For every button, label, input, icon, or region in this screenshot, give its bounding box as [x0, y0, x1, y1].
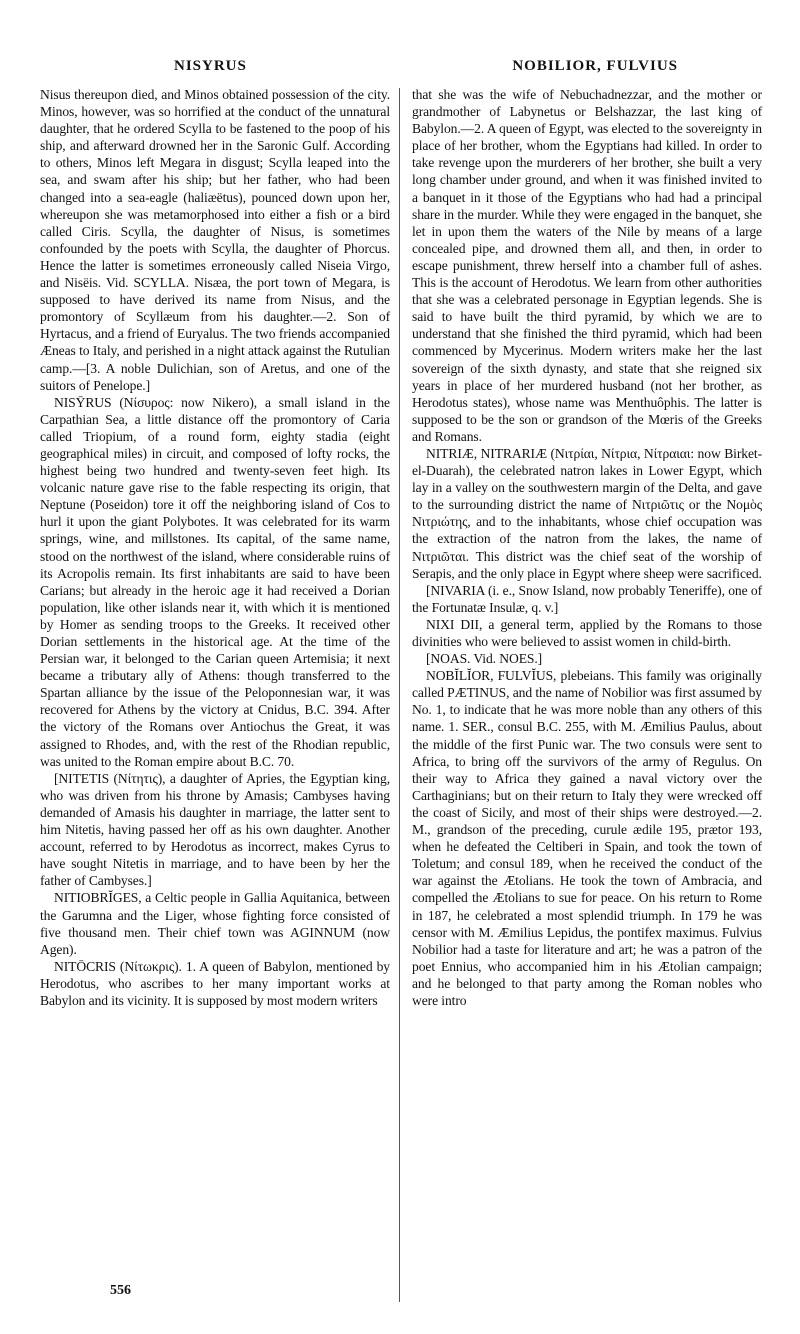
left-running-header: NISYRUS	[174, 58, 247, 74]
entry-nitiobriges: NITIOBRĬGES, a Celtic people in Gallia Aquitanica, between the Garumna and the Liger, whose fighting force consisted of five thousand men. Their chief town was AGINNUM (now Agen).	[40, 890, 390, 957]
left-column	[40, 86, 390, 1009]
entry-nitetis: [NITETIS (Νίτητις), a daughter of Apries, the Egyptian king, who was driven from his throne by Amasis; Cambyses having demanded of Amasis his daughter in marriage, the latter sent to him Nitetis, having passed her off as his own daughter. Another account, referred to by Herodotus as incorrect, makes Cyrus to have sought Nitetis in marriage, and to have been by her the father of Cambyses.]	[40, 770, 390, 889]
entry-noas: [NOAS. Vid. NOES.]	[426, 651, 543, 667]
page-number: 556	[110, 1283, 131, 1298]
entry-nixi-dii: NIXI DII, a general term, applied by the Romans to those divinities who were believed to assist women in child-birth.	[412, 616, 762, 649]
entry-nivaria: [NIVARIA (i. e., Snow Island, now probably Teneriffe), one of the Fortunatæ Insulæ, q. v.]	[412, 582, 762, 615]
right-column	[412, 86, 762, 1009]
entry-nitriae: NITRIÆ, NITRARIÆ (Νιτρίαι, Νίτρια, Νίτραιαι: now Birket-el-Duarah), the celebrated natron lakes in Lower Egypt, which lay in a valley on the southwestern margin of the Delta, and gave to the surrounding district the name of Νιτριῶτις or the Νομὸς Νιτριώτης, and to the inhabitants, whose chief occupation was the extraction of the natron from the lakes, the name of Νιτριῶται. This district was the chief seat of the worship of Serapis, and the only place in Egypt where sheep were sacrificed.	[412, 445, 762, 581]
entry-nisyrus: NISȲRUS (Νίσυρος: now Nikero), a small island in the Carpathian Sea, a little distance off the promontory of Caria called Triopium, of a round form, eighty stadia (eight geographical miles) in circuit, and composed of lofty rocks, the highest being two hundred and twenty-seven feet high. Its volcanic nature gave rise to the fable respecting its origin, that Neptune (Poseidon) tore it off the neighboring island of Cos to hurl it upon the giant Polybotes. It was celebrated for its warm springs, wine, and millstones. Its capital, of the same name, stood on the northwest of the island, where considerable ruins of its Acropolis remain. Its first inhabitants are said to have been Carians; but already in the heroic age it had received a Dorian population, like other islands near it, with which it is mentioned by Homer as sending troops to the Greeks. It received other Dorian settlements in the historical age. At the time of the Persian war, it belonged to the Carian queen Artemisia; it next became a tributary ally of Athens: though transferred to the Spartan alliance by the issue of the Peloponnesian war, it was recovered for Athens by the victory at Cnidus, B.C. 394. After the victory of the Romans over Antiochus the Great, it was assigned to Rhodes, and, with the rest of the Rhodian republic, was united to the Roman empire about B.C. 70.	[40, 394, 390, 769]
right-running-header: NOBILIOR, FULVIUS	[512, 58, 678, 74]
entry-nitocris: NITŌCRIS (Νίτωκρις). 1. A queen of Babylon, mentioned by Herodotus, who ascribes to her many important works at Babylon and its vicinity. It is supposed by most modern writers	[40, 958, 390, 1008]
entry-nisus-continued: Nisus thereupon died, and Minos obtained possession of the city. Minos, however, was so horrified at the conduct of the unnatural daughter, that he ordered Scylla to be fastened to the poop of his ship, and afterward drowned her in the Saronic Gulf. According to others, Minos left Megara in disgust; Scylla leaped into the sea, and swam after his ship; but her father, who had been changed into a sea-eagle (haliæëtus), pounced down upon her, whereupon she was metamorphosed into either a fish or a bird called Ciris. Scylla, the daughter of Nisus, is sometimes confounded by the poets with Scylla, the daughter of Phorcus. Hence the latter is sometimes erroneously called Niseia Virgo, and Nisëis. Vid. SCYLLA. Nisæa, the port town of Megara, is supposed to have derived its name from Nisus, and the promontory of Scyllæum from his daughter.—2. Son of Hyrtacus, and a friend of Euryalus. The two friends accompanied Æneas to Italy, and perished in a night attack against the Rutulian camp.—[3. A noble Dulichian, son of Aretus, and one of the suitors of Penelope.]	[40, 87, 390, 393]
running-headers	[40, 58, 742, 80]
entry-nitocris-continued: that she was the wife of Nebuchadnezzar, and the mother or grandmother of Labynetus or Belshazzar, the last king of Babylon.—2. A queen of Egypt, was elected to the sovereignty in place of her brother, whom the Egyptians had killed. In order to take revenge upon the murderers of her brother, she built a very long chamber under ground, and when it was finished invited to a banquet in it those of the Egyptians who had had a principal share in the murder. While they were engaged in the banquet, she let in upon them the waters of the Nile by means of a large concealed pipe, and drowned them all, and then, in order to escape punishment, threw herself into a chamber full of ashes. This is the account of Herodotus. We learn from other authorities that she was a celebrated personage in Egyptian legends. She is said to have built the third pyramid, by which we are to understand that she finished the third pyramid, which had been commenced by Mycerinus. Modern writers make her the last sovereign of the sixth dynasty, and state that she reigned six years in place of her murdered husband (not her brother, as Herodotus states), whose name was Menthuôphis. The latter is supposed to be the son or grandson of the Mœris of the Greeks and Romans.	[412, 87, 762, 444]
column-divider	[399, 88, 400, 1302]
entry-nobilior: NOBĬLĬOR, FULVĬUS, plebeians. This family was originally called PÆTINUS, and the name of Nobilior was first assumed by No. 1, to indicate that he was more noble than any others of this name. 1. SER., consul B.C. 255, with M. Æmilius Paulus, about the middle of the first Punic war. The two consuls were sent to Africa, to bring off the survivors of the army of Regulus. On their way to Africa they gained a naval victory over the Carthaginians; but on their return to Italy they were wrecked off the coast of Sicily, and most of their ships were destroyed.—2. M., grandson of the preceding, curule ædile 195, prætor 193, when he defeated the Celtiberi in Spain, and took the town of Toletum; and consul 189, when he received the conduct of the war against the Ætolians. He took the town of Ambracia, and compelled the Ætolians to sue for peace. On his return to Rome in 187, he celebrated a most splendid triumph. In 179 he was censor with M. Æmilius Lepidus, the pontifex maximus. Fulvius Nobilior had a taste for literature and art; he was a patron of the poet Ennius, who accompanied him in his Ætolian campaign; and he belonged to that party among the Roman nobles who were intro	[412, 668, 762, 1008]
dictionary-page	[40, 58, 762, 1298]
